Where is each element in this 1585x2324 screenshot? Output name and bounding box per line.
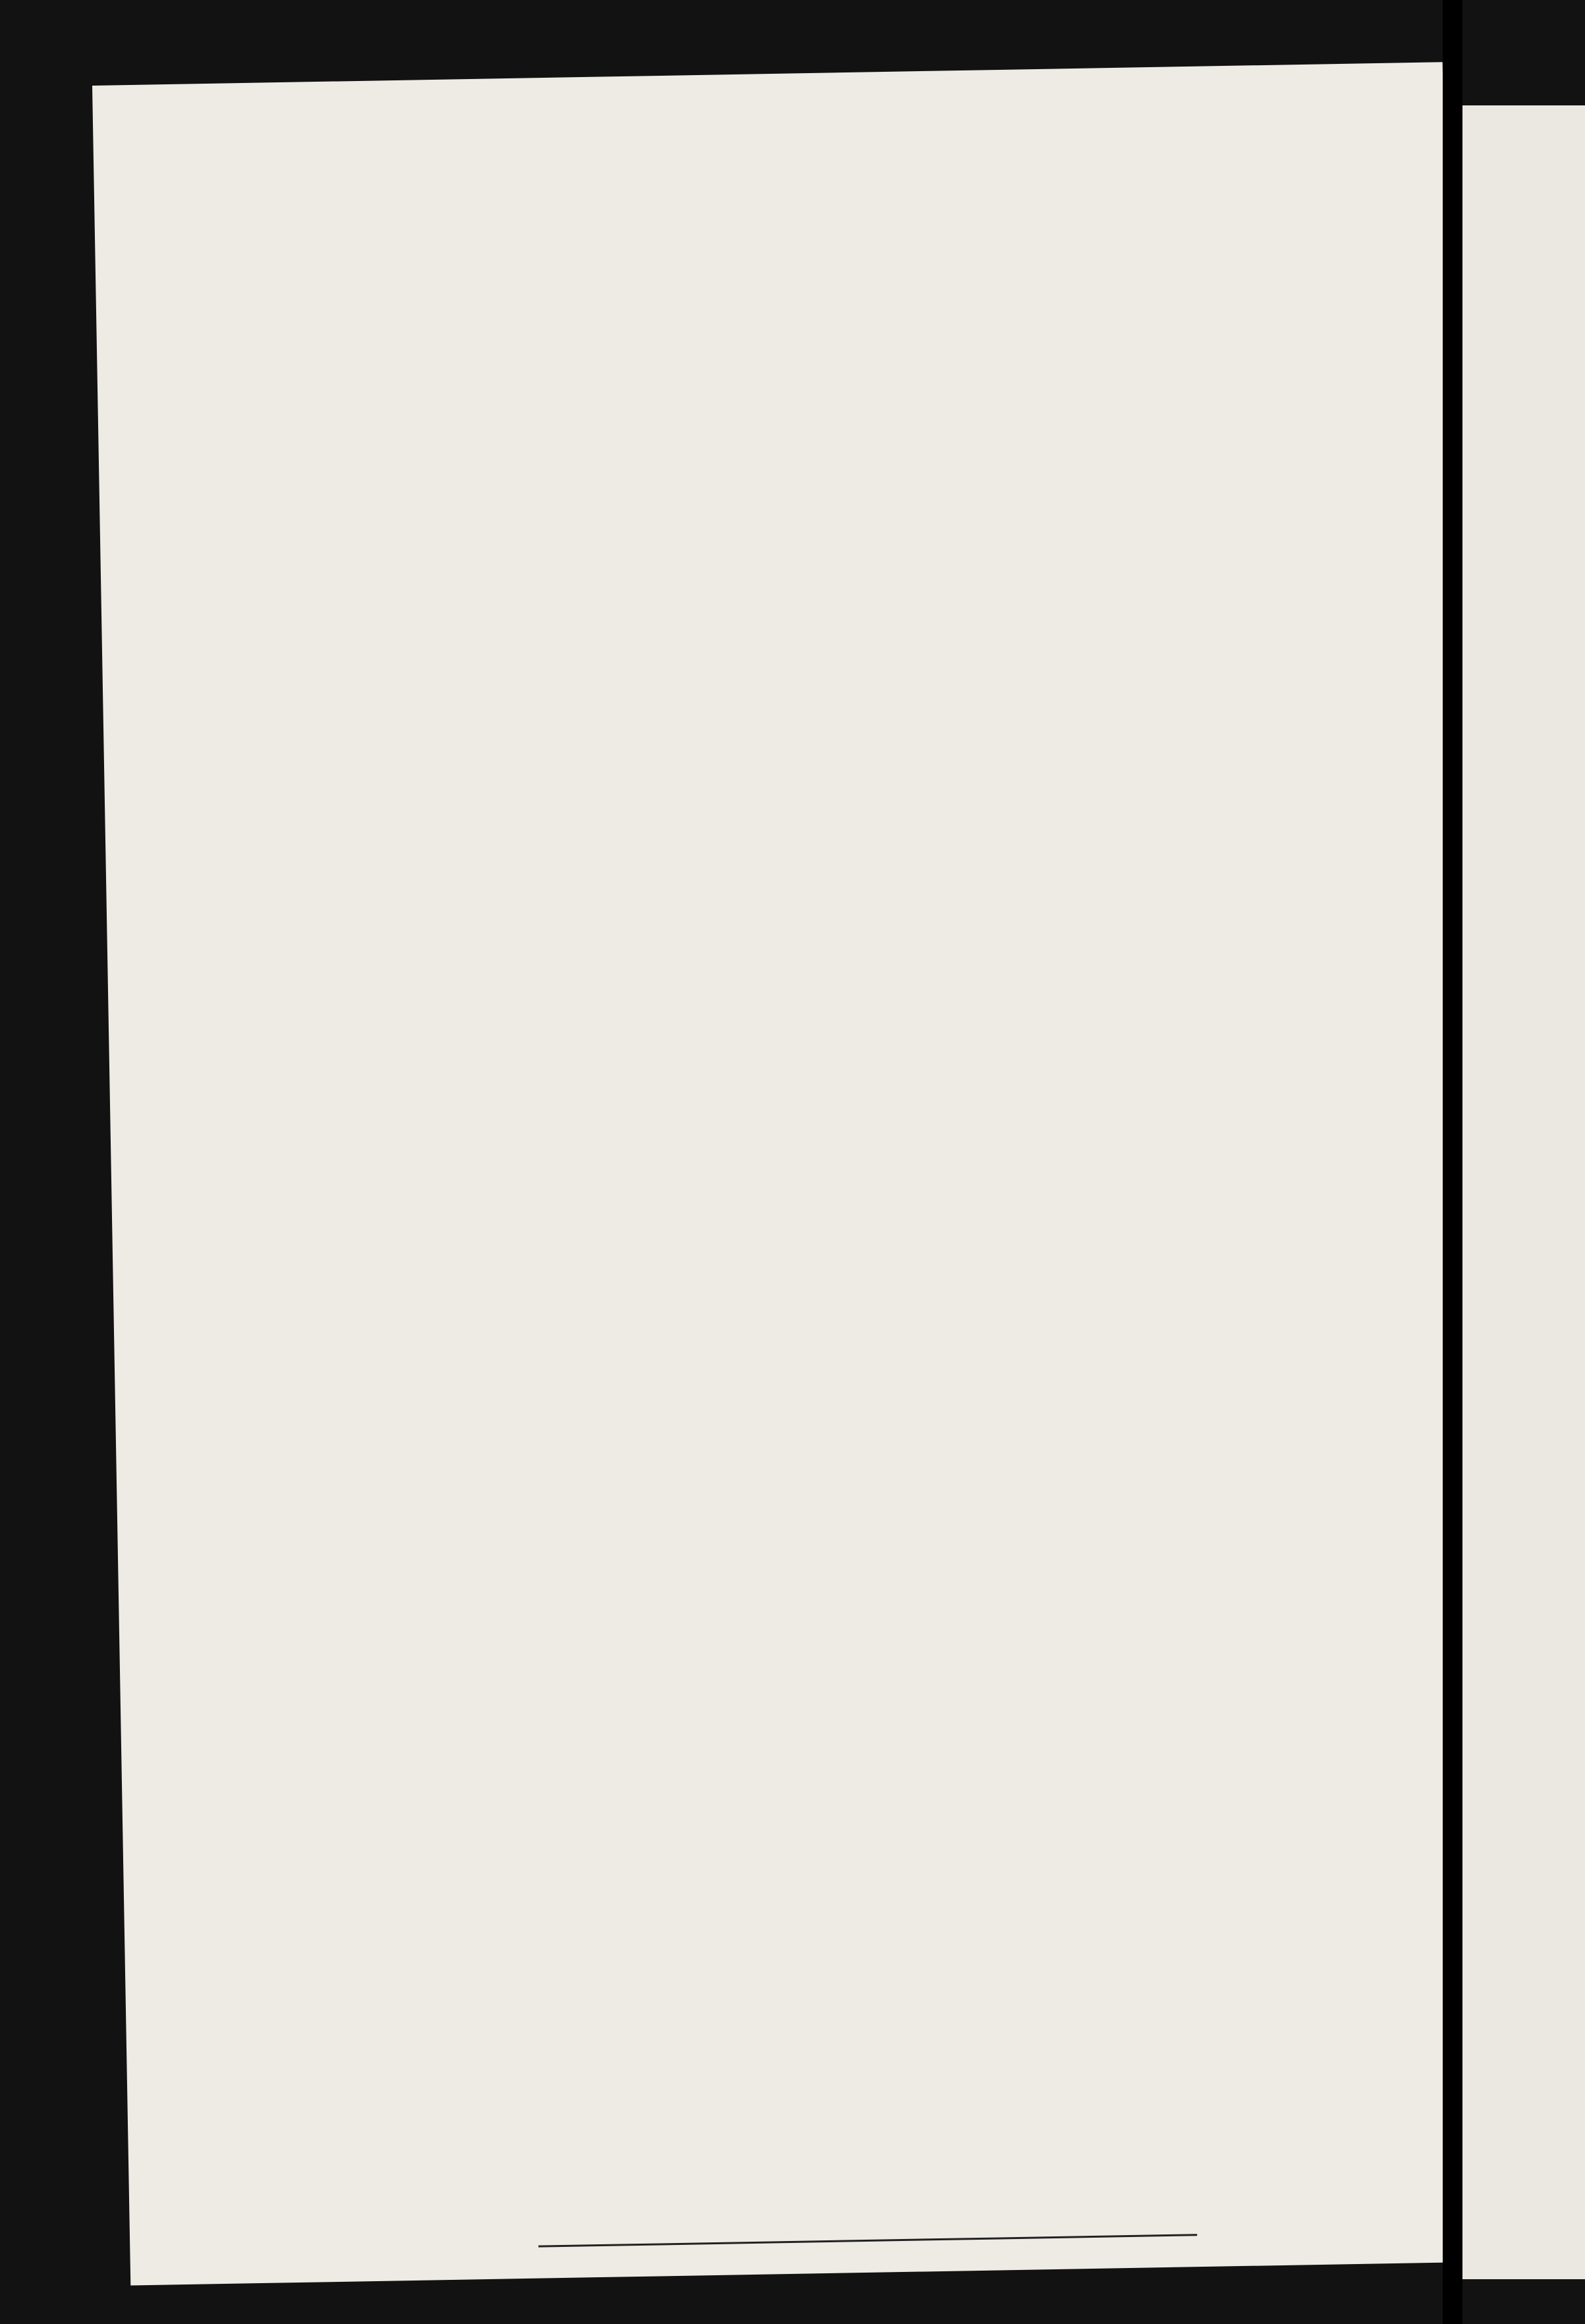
running-title	[192, 113, 1443, 135]
gutter-shadow	[1443, 0, 1462, 2324]
footnote-rule	[538, 2234, 1197, 2247]
adjacent-page	[1462, 105, 1585, 2279]
page-header	[192, 108, 1444, 182]
footnote	[368, 2242, 1481, 2262]
book-page	[92, 62, 1481, 2285]
